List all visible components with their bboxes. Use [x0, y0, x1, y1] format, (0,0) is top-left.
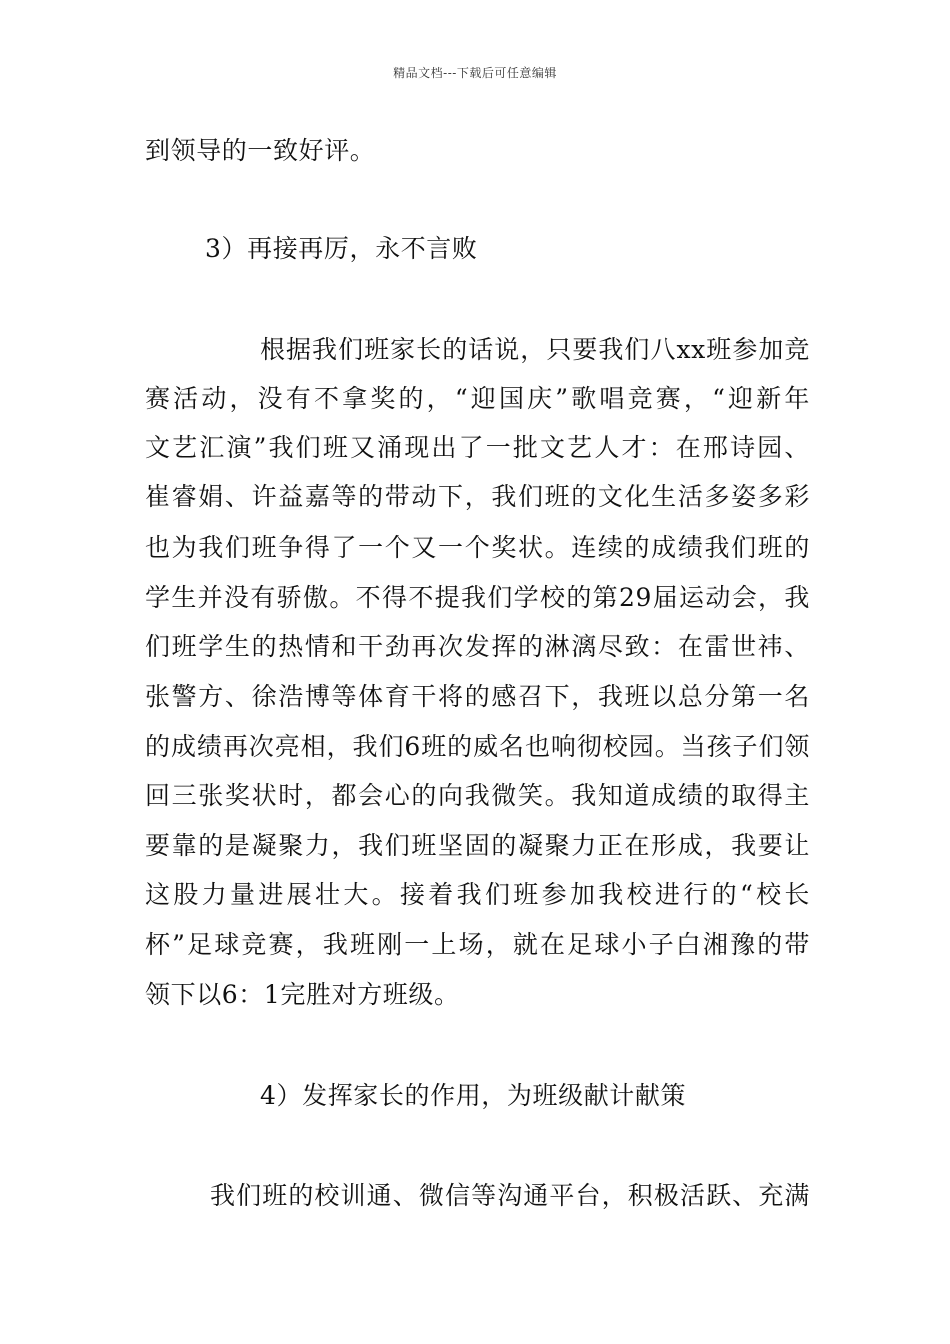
text-line: 文艺汇演”我们班又涌现出了一批文艺人才：在邢诗园、	[145, 433, 810, 462]
text-line: 到领导的一致好评。	[145, 136, 376, 165]
text-line: 赛活动，没有不拿奖的，“迎国庆”歌唱竞赛，“迎新年	[145, 384, 810, 413]
page-header: 精品文档---下载后可任意编辑	[393, 66, 557, 80]
text-line: 回三张奖状时，都会心的向我微笑。我知道成绩的取得主	[145, 781, 810, 810]
text-line: 崔睿娟、许益嘉等的带动下，我们班的文化生活多姿多彩	[145, 482, 810, 511]
text-line: 要靠的是凝聚力，我们班坚固的凝聚力正在形成，我要让	[145, 831, 810, 860]
text-line: 的成绩再次亮相，我们6班的威名也响彻校园。当孩子们领	[145, 732, 810, 761]
paragraph-first-line: 我们班的校训通、微信等沟通平台，积极活跃、充满	[210, 1181, 810, 1210]
section-heading: 4）发挥家长的作用，为班级献计献策	[260, 1081, 687, 1110]
text-line: 张警方、徐浩博等体育干将的感召下，我班以总分第一名	[145, 682, 810, 711]
text-line: 杯”足球竞赛，我班刚一上场，就在足球小子白湘豫的带	[145, 930, 810, 959]
text-line: 这股力量进展壮大。接着我们班参加我校进行的“校长	[145, 880, 810, 909]
section-heading: 3）再接再厉，永不言败	[205, 234, 478, 263]
text-line: 学生并没有骄傲。不得不提我们学校的第29届运动会，我	[145, 583, 810, 612]
paragraph-first-line: 根据我们班家长的话说，只要我们八xx班参加竞	[260, 335, 810, 364]
text-line: 领下以6：1完胜对方班级。	[145, 980, 460, 1009]
text-line: 们班学生的热情和干劲再次发挥的淋漓尽致：在雷世祎、	[145, 632, 810, 661]
text-line: 也为我们班争得了一个又一个奖状。连续的成绩我们班的	[145, 533, 810, 562]
